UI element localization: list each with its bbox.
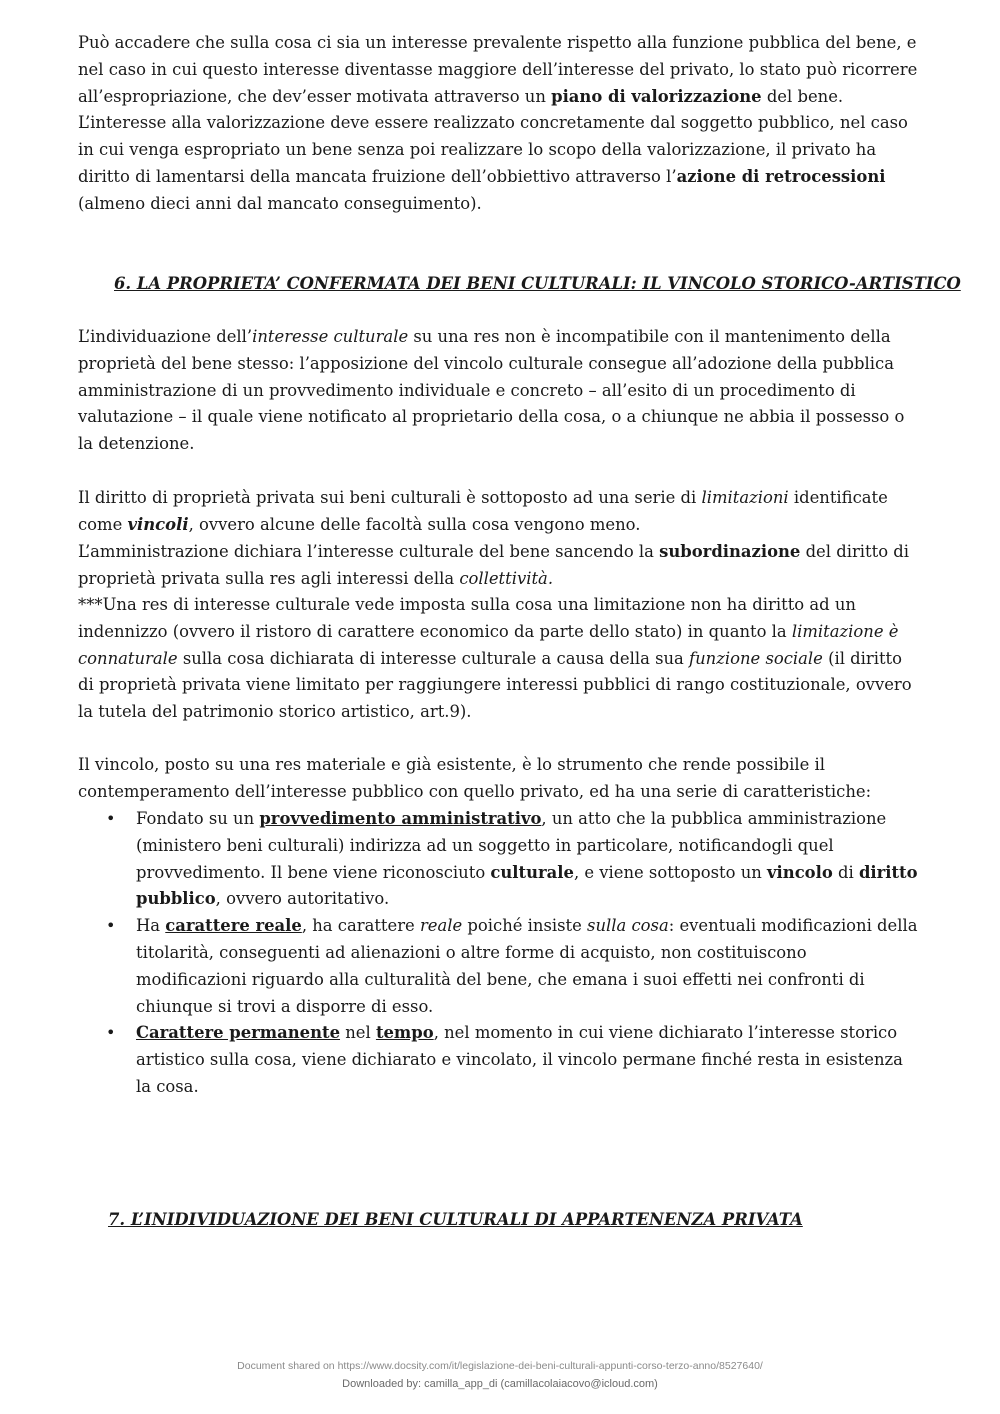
- text-run: , un atto che la pubblica amministrazione (ministero beni culturali) indirizza ad un soggetto in particolare, notificandogli quel provvedimento. Il bene viene riconosciuto: [136, 809, 887, 882]
- text-run: (il diritto di proprietà privata viene limitato per raggiungere interessi pubblici di rango costituzionale, ovvero la tutela del patrimonio storico artistico, art.9).: [78, 648, 912, 722]
- bold-term-diritto-pubblico: diritto pubblico: [136, 862, 918, 909]
- paragraph-individuazione: [78, 324, 918, 458]
- list-item: [78, 1020, 918, 1100]
- text-run: Ha: [136, 916, 166, 936]
- bullet-icon: •: [106, 809, 116, 828]
- italic-term-collettivita: collettività.: [459, 568, 554, 588]
- paragraph-espropriazione: [78, 30, 918, 218]
- bold-italic-term-vincoli: vincoli: [127, 514, 189, 534]
- bold-underlined-term-carattere-reale: carattere reale: [165, 916, 302, 936]
- section-heading-6: 6. LA PROPRIETA’ CONFERMATA DEI BENI CULTURALI: IL VINCOLO STORICO-ARTISTICO: [114, 274, 961, 293]
- text-run: del diritto di proprietà privata sulla res agli interessi della: [78, 542, 910, 588]
- text-run: di: [832, 862, 859, 882]
- bold-underlined-term-provvedimento-amministrativo: provvedimento amministrativo: [259, 809, 542, 828]
- text-run: , ovvero autoritativo.: [215, 889, 390, 909]
- bold-term-piano-di-valorizzazione: piano di valorizzazione: [551, 86, 762, 106]
- bold-underlined-term-carattere-permanente: Carattere permanente: [136, 1023, 341, 1043]
- bold-term-azione-di-retrocessioni: azione di retrocessioni: [676, 166, 886, 186]
- text-run: su una res non è incompatibile con il mantenimento della proprietà del bene stesso: l’apposizione del vincolo culturale consegue all’adozione della pubblica amministrazione di un provvedimento individuale e concreto – all’esito di un procedimento di valutazione – il quale viene notificato al proprietario della cosa, o a chiunque ne abbia il possesso o la detenzione.: [78, 327, 905, 454]
- text-run: L’amministrazione dichiara l’interesse culturale del bene sancendo la: [78, 542, 660, 561]
- text-run: Il diritto di proprietà privata sui beni culturali è sottoposto ad una serie di: [78, 488, 702, 507]
- text-run: , e viene sottoposto un: [573, 862, 768, 882]
- italic-term-sulla-cosa: sulla cosa: [587, 916, 669, 936]
- italic-term-reale: reale: [419, 916, 463, 936]
- text-run: ***Una res di interesse culturale vede imposta sulla cosa una limitazione non ha diritto ad un indennizzo (ovvero il ristoro di carattere economico da parte dello stato) in quanto la: [78, 595, 856, 641]
- paragraph-vincolo-caratteristiche: Il vincolo, posto su una res materiale e già esistente, è lo strumento che rende possibile il contemperamento dell’interesse pubblico con quello privato, ed ha una serie di caratteristiche:: [78, 755, 872, 801]
- italic-term-limitazione-connaturale: limitazione è connaturale: [78, 621, 899, 668]
- bullet-icon: •: [106, 916, 116, 936]
- characteristics-list: [78, 806, 918, 1101]
- text-run: , nel momento in cui viene dichiarato l’interesse storico artistico sulla cosa, viene dichiarato e vincolato, il vincolo permane finché resta in esistenza la cosa.: [136, 1023, 903, 1096]
- text-run: L’individuazione dell’: [78, 327, 253, 346]
- text-run: nel: [340, 1023, 376, 1043]
- italic-term-interesse-culturale: interesse culturale: [252, 327, 409, 346]
- bullet-icon: •: [106, 1023, 116, 1043]
- text-run: del bene. L’interesse alla valorizzazione deve essere realizzato concretamente dal soggetto pubblico, nel caso in cui venga espropriato un bene senza poi realizzare lo scopo della valorizzazione, il privato ha diritto di lamentarsi della mancata fruizione dell’obbiettivo attraverso l’: [78, 86, 908, 186]
- bold-term-vincolo: vincolo: [767, 862, 833, 882]
- paragraph-subordinazione: [78, 539, 918, 593]
- text-run: Può accadere che sulla cosa ci sia un interesse prevalente rispetto alla funzione pubblica del bene, e nel caso in cui questo interesse diventasse maggiore dell’interesse del privato, lo stato può ricorrere all’espropriazione, che dev’esser motivata attraverso un: [78, 33, 918, 106]
- text-run: identificate come: [78, 488, 888, 534]
- bold-term-subordinazione: subordinazione: [659, 542, 801, 561]
- text-run: poiché insiste: [462, 916, 588, 936]
- list-item: [78, 806, 918, 913]
- text-run: Fondato su un: [136, 809, 260, 828]
- text-run: sulla cosa dichiarata di interesse culturale a causa della sua: [177, 648, 690, 668]
- text-run: (almeno dieci anni dal mancato conseguimento).: [78, 193, 482, 213]
- italic-term-funzione-sociale: funzione sociale: [689, 648, 823, 668]
- footer-downloaded-by: Downloaded by: camilla_app_di (camillacolaiacovo@icloud.com): [342, 1378, 658, 1390]
- footer-shared-link[interactable]: Document shared on https://www.docsity.com/it/legislazione-dei-beni-culturali-appunti-corso-terzo-anno/8527640/: [237, 1360, 763, 1372]
- text-run: , ha carattere: [301, 916, 420, 936]
- paragraph-indennizzo: [78, 592, 918, 726]
- text-run: , ovvero alcune delle facoltà sulla cosa vengono meno.: [188, 514, 641, 534]
- paragraph-limitazioni: [78, 485, 918, 539]
- section-heading-7: 7. L’INIDIVIDUAZIONE DEI BENI CULTURALI DI APPARTENENZA PRIVATA: [108, 1210, 803, 1229]
- bold-underlined-term-tempo: tempo: [375, 1023, 434, 1043]
- list-item: [78, 913, 918, 1020]
- italic-term-limitazioni: limitazioni: [701, 488, 789, 507]
- bold-term-culturale: culturale: [490, 862, 574, 882]
- text-run: : eventuali modificazioni della titolarità, conseguenti ad alienazioni o altre forme di acquisto, non costituiscono modificazioni riguardo alla culturalità del bene, che emana i suoi effetti nei confronti di chiunque si trovi a disporre di esso.: [136, 916, 918, 1016]
